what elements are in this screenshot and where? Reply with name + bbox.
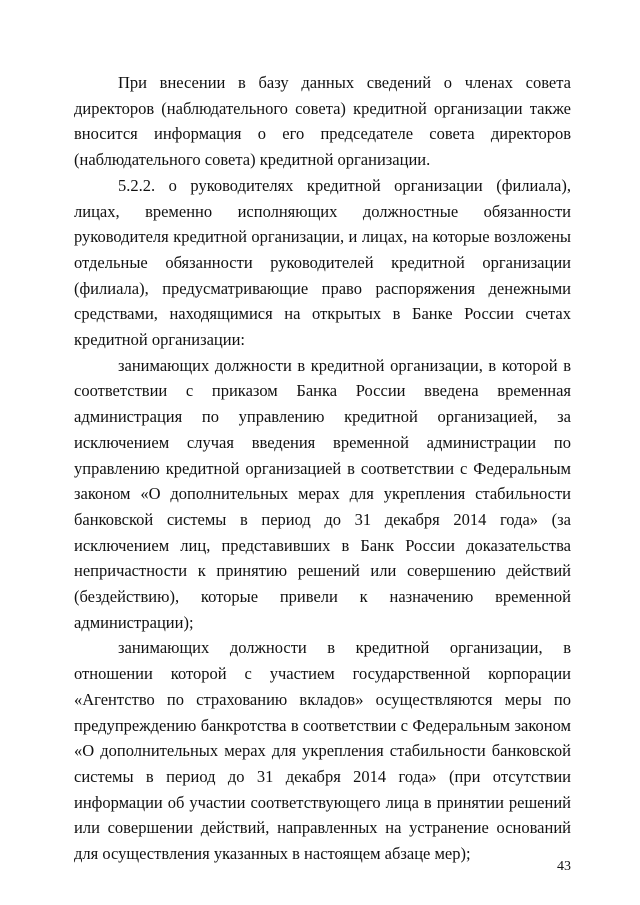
document-body [74, 70, 571, 867]
paragraph-deposit-insurance-agency: занимающих должности в кредитной организации, в отношении которой с участием государственной корпорации «Агентство по страхованию вкладов» осуществляются меры по предупреждению банкротства в соответствии с Федеральным законом «О дополнительных мерах для укрепления стабильности банковской системы в период до 31 декабря 2014 года» (при отсутствии информации об участии соответствующего лица в принятии решений или совершении действий, направленных на устранение оснований для осуществления указанных в настоящем абзаце мер); [74, 638, 571, 864]
page-number: 43 [557, 859, 571, 874]
paragraph-board-chairman-info: При внесении в базу данных сведений о членах совета директоров (наблюдательного совета) кредитной организации также вносится информация о его председателе совета директоров (наблюдательного совета) кредитной организации. [74, 73, 571, 170]
paragraph-temporary-administration: занимающих должности в кредитной организации, в которой в соответствии с приказом Банка России введена временная администрация по управлению кредитной организацией, за исключением случая введения временной администрации по управлению кредитной организацией в соответствии с Федеральным законом «О дополнительных мерах для укрепления стабильности банковской системы в период до 31 декабря 2014 года» (за исключением лиц, представивших в Банк России доказательства непричастности к принятию решений или совершению действий (бездействию), которые привели к назначению временной администрации); [74, 355, 571, 632]
paragraph-5-2-2-executives: 5.2.2. о руководителях кредитной организации (филиала), лицах, временно исполняющих должностные обязанности руководителя кредитной организации, и лицах, на которые возложены отдельные обязанности руководителей кредитной организации (филиала), предусматривающие право распоряжения денежными средствами, находящимися на открытых в Банке России счетах кредитной организации: [74, 175, 571, 350]
